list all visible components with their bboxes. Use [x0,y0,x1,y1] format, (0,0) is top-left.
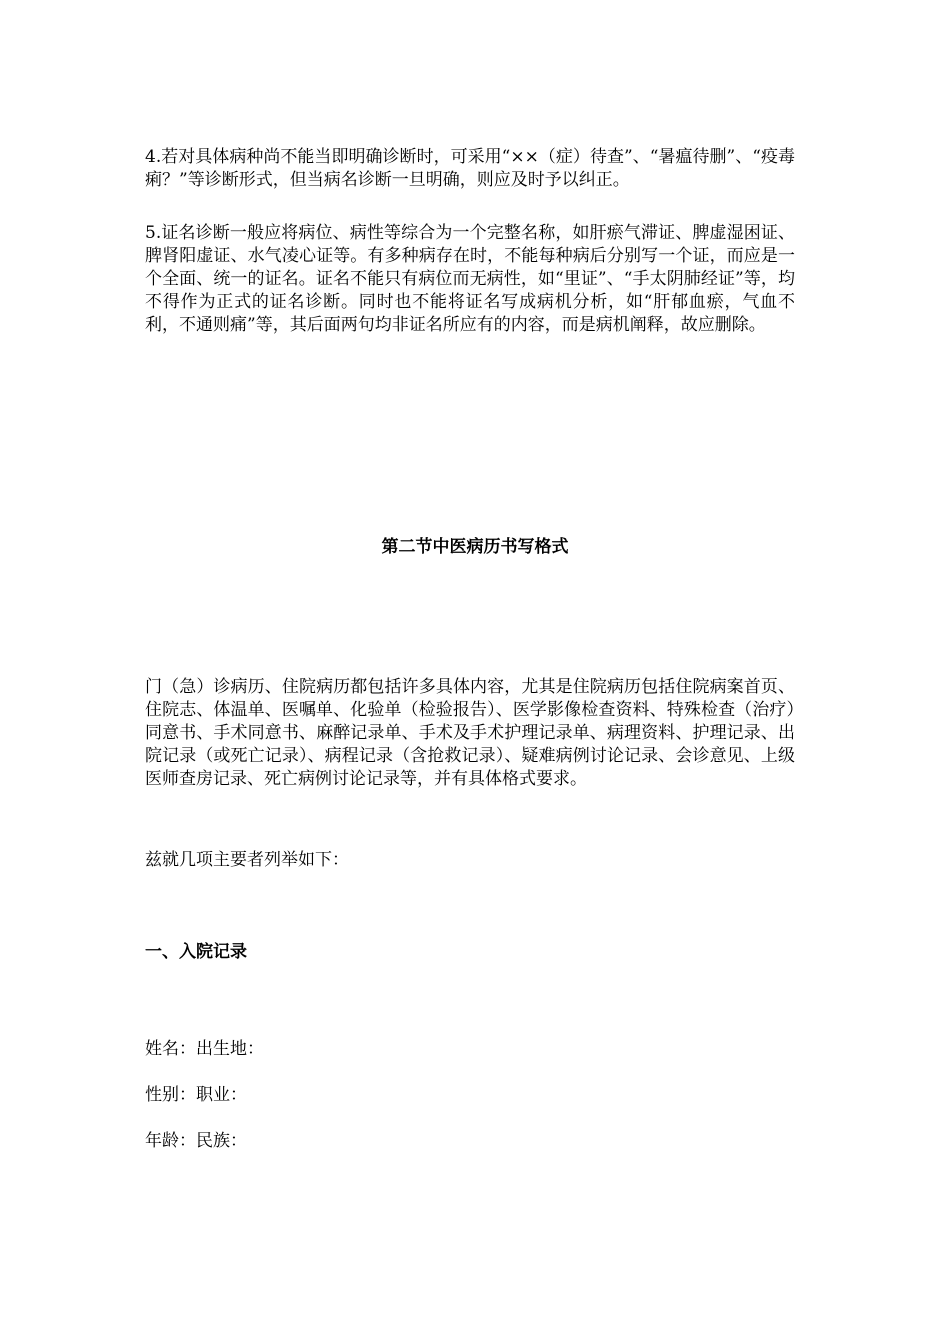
paragraph-syndrome-naming: 5.证名诊断一般应将病位、病性等综合为一个完整名称，如肝瘀气滞证、脾虚湿困证、脾肾阳虚证、水气凌心证等。有多种病存在时，不能每种病后分别写一个证，而应是一个全面、统一的证名。证名不能只有病位而无病性，如“里证”、“手太阴肺经证”等，均不得作为正式的证名诊断。同时也不能将证名写成病机分析，如“肝郁血瘀，气血不利，不通则痛”等，其后面两句均非证名所应有的内容，而是病机阐释，故应删除。 [145,223,795,335]
field-age-ethnicity: 年龄：民族： [145,1131,247,1151]
paragraph-record-contents: 门（急）诊病历、住院病历都包括许多具体内容，尤其是住院病历包括住院病案首页、住院志、体温单、医嘱单、化验单（检验报告）、医学影像检查资料、特殊检查（治疗）同意书、手术同意书、麻醉记录单、手术及手术护理记录单、病理资料、护理记录、出院记录（或死亡记录）、病程记录（含抢救记录）、疑难病例讨论记录、会诊意见、上级医师查房记录、死亡病例讨论记录等，并有具体格式要求。 [145,677,795,789]
field-name-birthplace: 姓名：出生地： [145,1039,264,1059]
field-sex-occupation: 性别：职业： [145,1085,247,1105]
subheading-admission-record: 一、入院记录 [145,942,247,962]
paragraph-list-intro: 兹就几项主要者列举如下： [145,850,349,870]
section-title: 第二节中医病历书写格式 [381,537,569,557]
paragraph-diagnosis-pending: 4.若对具体病种尚不能当即明确诊断时，可采用“××（症）待查”、“暑瘟待删”、“疫毒痢？”等诊断形式，但当病名诊断一旦明确，则应及时予以纠正。 [145,147,795,190]
